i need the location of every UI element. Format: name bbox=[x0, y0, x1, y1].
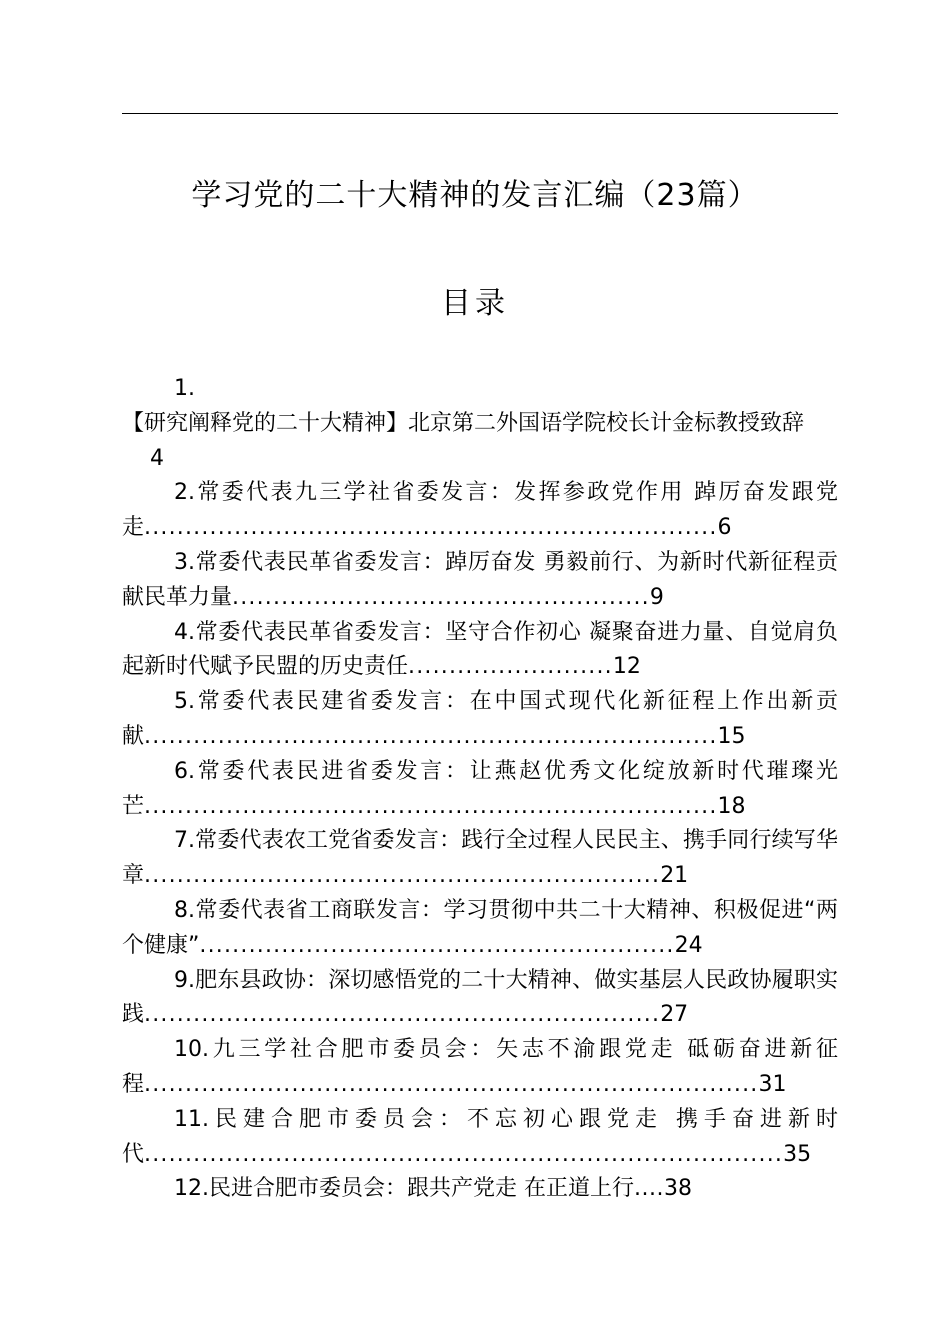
toc-entry-number: 9. bbox=[174, 967, 195, 993]
toc-entry-title: 【研究阐释党的二十大精神】北京第二外国语学院校长计金标教授致辞 bbox=[122, 410, 805, 436]
toc-entry-title: 常委代表九三学社省委发言：发挥参政党作用 踔厉奋发跟党走 bbox=[122, 480, 838, 541]
toc-entry-number: 11. bbox=[174, 1106, 209, 1132]
toc-entry-leader: ......................... bbox=[408, 654, 613, 680]
toc-entry-4[interactable] bbox=[122, 616, 838, 686]
toc-entry-number: 8. bbox=[174, 897, 195, 923]
toc-entry-title: 常委代表民革省委发言：坚守合作初心 凝聚奋进力量、自觉肩负起新时代赋予民盟的历史责任 bbox=[122, 619, 838, 680]
toc-list bbox=[122, 372, 838, 1207]
toc-entry-number: 10. bbox=[174, 1037, 209, 1063]
toc-entry-title: 肥东县政协：深切感悟党的二十大精神、做实基层人民政协履职实践 bbox=[122, 967, 838, 1028]
toc-entry-title: 常委代表民革省委发言：踔厉奋发 勇毅前行、为新时代新征程贡献民革力量 bbox=[122, 549, 838, 610]
toc-entry-page: 35 bbox=[783, 1141, 812, 1167]
toc-entry-title: 九三学社合肥市委员会：矢志不渝跟党走 砥砺奋进新征程 bbox=[122, 1037, 838, 1097]
toc-entry-leader: ............................................................... bbox=[144, 1002, 661, 1028]
toc-entry-number: 7. bbox=[174, 828, 195, 854]
toc-entry-number: 2. bbox=[174, 480, 195, 506]
toc-entry-title: 民建合肥市委员会：不忘初心跟党走 携手奋进新时代 bbox=[122, 1106, 838, 1167]
toc-entry-number: 12. bbox=[174, 1176, 209, 1202]
header-rule bbox=[122, 113, 838, 114]
toc-entry-8[interactable] bbox=[122, 894, 838, 964]
toc-entry-10[interactable] bbox=[122, 1033, 838, 1103]
toc-entry-6[interactable] bbox=[122, 755, 838, 825]
toc-entry-number: 4. bbox=[174, 619, 195, 645]
toc-entry-page: 18 bbox=[717, 793, 746, 819]
toc-entry-5[interactable] bbox=[122, 685, 838, 755]
toc-entry-leader: ........................................................................... bbox=[144, 1071, 759, 1097]
toc-entry-page: 15 bbox=[717, 723, 746, 749]
toc-entry-number: 1. bbox=[174, 376, 195, 401]
toc-entry-page: 4 bbox=[150, 445, 164, 471]
toc-entry-leader: ...................................................................... bbox=[144, 515, 718, 541]
toc-entry-title: 常委代表农工党省委发言：践行全过程人民民主、携手同行续写华章 bbox=[122, 828, 838, 889]
toc-entry-leader: ................................................... bbox=[232, 584, 650, 610]
toc-entry-leader: .......................................................... bbox=[199, 932, 675, 958]
toc-entry-leader: ...................................................................... bbox=[144, 723, 718, 749]
toc-entry-title: 常委代表省工商联发言：学习贯彻中共二十大精神、积极促进“两个健康” bbox=[122, 897, 838, 958]
toc-entry-page: 6 bbox=[717, 515, 732, 541]
toc-entry-number: 5. bbox=[174, 689, 195, 715]
toc-entry-7[interactable] bbox=[122, 824, 838, 894]
toc-entry-page: 21 bbox=[660, 863, 689, 889]
toc-entry-2[interactable] bbox=[122, 476, 838, 546]
toc-entry-page: 24 bbox=[674, 932, 703, 958]
toc-entry-page: 9 bbox=[649, 584, 664, 610]
document-title: 学习党的二十大精神的发言汇编（23篇） bbox=[191, 178, 759, 213]
toc-entry-number: 6. bbox=[174, 758, 195, 784]
toc-entry-number: 3. bbox=[174, 549, 195, 575]
toc-entry-page: 38 bbox=[663, 1176, 692, 1202]
toc-entry-11[interactable] bbox=[122, 1103, 838, 1173]
toc-heading: 目录 bbox=[441, 286, 509, 321]
toc-entry-page: 31 bbox=[758, 1071, 787, 1097]
toc-entry-12[interactable] bbox=[122, 1172, 838, 1207]
toc-entry-page: 12 bbox=[612, 654, 641, 680]
toc-entry-3[interactable] bbox=[122, 546, 838, 616]
toc-entry-1[interactable] bbox=[122, 372, 838, 476]
toc-entry-leader: ...................................................................... bbox=[144, 793, 718, 819]
toc-entry-leader: .............................................................................. bbox=[144, 1141, 784, 1167]
toc-entry-title: 常委代表民建省委发言：在中国式现代化新征程上作出新贡献 bbox=[122, 689, 838, 749]
toc-entry-title: 民进合肥市委员会：跟共产党走 在正道上行 bbox=[209, 1176, 634, 1202]
toc-entry-page: 27 bbox=[660, 1002, 689, 1028]
toc-entry-leader: .... bbox=[634, 1176, 664, 1202]
toc-entry-9[interactable] bbox=[122, 964, 838, 1034]
toc-entry-title: 常委代表民进省委发言：让燕赵优秀文化绽放新时代璀璨光芒 bbox=[122, 758, 838, 819]
toc-entry-leader: ............................................................... bbox=[144, 863, 661, 889]
